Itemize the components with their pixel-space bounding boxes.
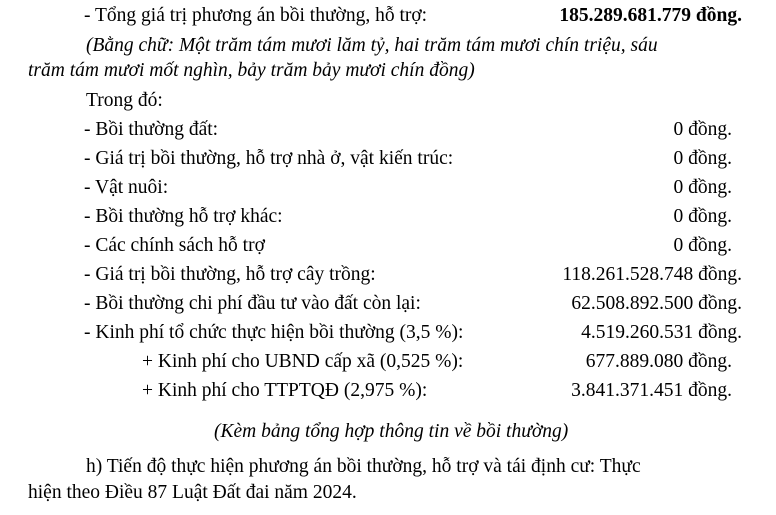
item-value-remaining-land-investment: 62.508.892.500 đồng. (571, 293, 742, 314)
item-value-land-compensation: 0 đồng. (673, 119, 732, 140)
total-label: - Tổng giá trị phương án bồi thường, hỗ trợ: (84, 5, 428, 26)
amount-in-words-line-1: (Bằng chữ: Một trăm tám mươi lăm tỷ, hai trăm tám mươi chín triệu, sáu (86, 35, 658, 56)
item-label-livestock: - Vật nuôi: (84, 177, 169, 198)
item-value-housing-structures: 0 đồng. (673, 148, 732, 169)
sub-item-label-commune-ubnd: + Kinh phí cho UBND cấp xã (0,525 %): (142, 351, 464, 372)
item-label-other-support: - Bồi thường hỗ trợ khác: (84, 206, 283, 227)
sub-item-label-ttptqd: + Kinh phí cho TTPTQĐ (2,975 %): (142, 380, 428, 401)
sub-item-value-ttptqd: 3.841.371.451 đồng. (571, 380, 732, 401)
item-value-implementation-cost: 4.519.260.531 đồng. (581, 322, 742, 343)
item-label-land-compensation: - Bồi thường đất: (84, 119, 219, 140)
breakdown-heading: Trong đó: (86, 90, 163, 111)
sub-item-value-commune-ubnd: 677.889.080 đồng. (585, 351, 732, 372)
total-value: 185.289.681.779 đồng. (559, 5, 742, 26)
section-h-line-1: h) Tiến độ thực hiện phương án bồi thường, hỗ trợ và tái định cư: Thực (86, 456, 641, 477)
item-value-livestock: 0 đồng. (673, 177, 732, 198)
item-value-other-support: 0 đồng. (673, 206, 732, 227)
attachment-note: (Kèm bảng tổng hợp thông tin về bồi thường) (214, 421, 569, 442)
item-value-crops: 118.261.528.748 đồng. (562, 264, 742, 285)
item-value-support-policies: 0 đồng. (673, 235, 732, 256)
item-label-housing-structures: - Giá trị bồi thường, hỗ trợ nhà ở, vật kiến trúc: (84, 148, 454, 169)
item-label-remaining-land-investment: - Bồi thường chi phí đầu tư vào đất còn lại: (84, 293, 421, 314)
amount-in-words-line-2: trăm tám mươi mốt nghìn, bảy trăm bảy mươi chín đồng) (28, 60, 475, 81)
item-label-crops: - Giá trị bồi thường, hỗ trợ cây trồng: (84, 264, 376, 285)
section-h-line-2: hiện theo Điều 87 Luật Đất đai năm 2024. (28, 482, 357, 503)
item-label-implementation-cost: - Kinh phí tổ chức thực hiện bồi thường (3,5 %): (84, 322, 464, 343)
item-label-support-policies: - Các chính sách hỗ trợ (84, 235, 265, 256)
